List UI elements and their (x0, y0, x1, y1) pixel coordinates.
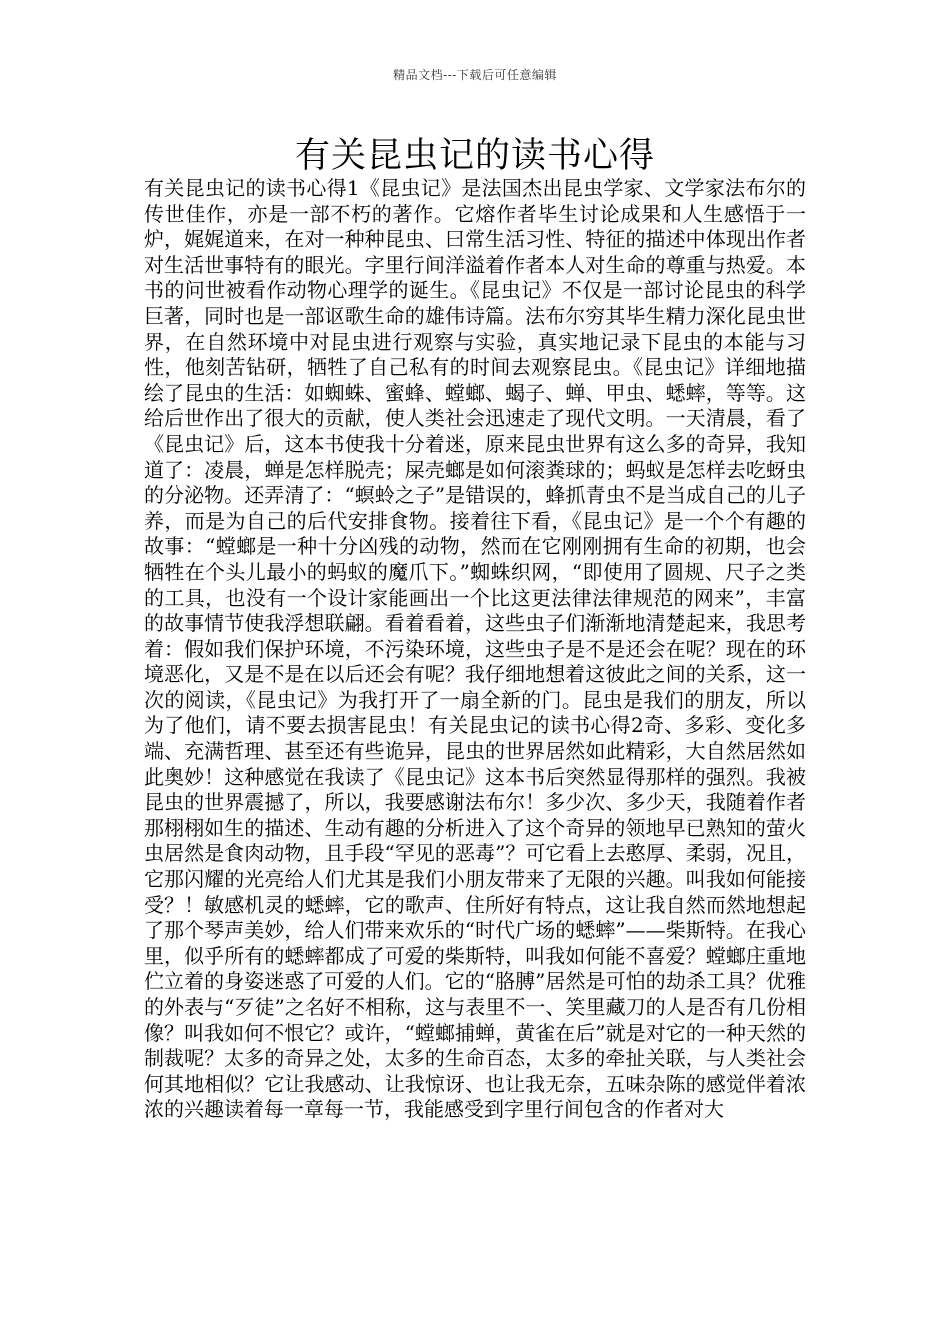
page-header: 精品文档---下载后可任意编辑 (393, 68, 557, 82)
document-body: 有关昆虫记的读书心得1《昆虫记》是法国杰出昆虫学家、文学家法布尔的传世佳作，亦是一部不朽的著作。它熔作者毕生讨论成果和人生感悟于一炉，娓娓道来，在对一种种昆虫、曰常生活习性、特征的描述中体现出作者对生活世事特有的眼光。字里行间洋溢着作者本人对生命的尊重与热爱。本书的问世被看作动物心理学的诞生。《昆虫记》不仅是一部讨论昆虫的科学巨著，同时也是一部讴歌生命的雄伟诗篇。法布尔穷其毕生精力深化昆虫世界，在自然环境中对昆虫进行观察与实验，真实地记录下昆虫的本能与习性，他刻苦钻研，牺牲了自己私有的时间去观察昆虫。《昆虫记》详细地描绘了昆虫的生活：如蜘蛛、蜜蜂、螳螂、蝎子、蝉、甲虫、蟋蟀，等等。这给后世作出了很大的贡献，使人类社会迅速走了现代文明。一天清晨，看了《昆虫记》后，这本书使我十分着迷，原来昆虫世界有这么多的奇异，我知道了：凌晨，蝉是怎样脱壳；屎壳螂是如何滚粪球的；蚂蚁是怎样去吃蚜虫的分泌物。还弄清了：“螟蛉之子”是错误的，蜂抓青虫不是当成自己的儿子养，而是为自己的后代安排食物。接着往下看，《昆虫记》是一个个有趣的故事：“螳螂是一种十分凶残的动物，然而在它刚刚拥有生命的初期，也会牺牲在个头儿最小的蚂蚁的魔爪下。”蜘蛛织网，“即使用了圆规、尺子之类的工具，也没有一个设计家能画出一个比这更法律法律规范的网来”，丰富的故事情节使我浮想联翩。看着看着，这些虫子们渐渐地清楚起来，我思考着：假如我们保护环境，不污染环境，这些虫子是不是还会在呢？现在的环境恶化，又是不是在以后还会有呢？我仔细地想着这彼此之间的关系，这一次的阅读，《昆虫记》为我打开了一扇全新的门。昆虫是我们的朋友，所以为了他们，请不要去损害昆虫！有关昆虫记的读书心得2奇、多彩、变化多端、充满哲理、甚至还有些诡异，昆虫的世界居然如此精彩，大自然居然如此奥妙！这种感觉在我读了《昆虫记》这本书后突然显得那样的强烈。我被昆虫的世界震撼了，所以，我要感谢法布尔！多少次、多少天，我随着作者那栩栩如生的描述、生动有趣的分析进入了这个奇异的领地早已熟知的萤火虫居然是食肉动物，且手段“罕见的恶毒”？可它看上去憨厚、柔弱，况且，它那闪耀的光亮给人们尤其是我们小朋友带来了无限的兴趣。叫我如何能接受？！敏感机灵的蟋蟀，它的歌声、住所好有特点，这让我自然而然地想起了那个琴声美妙，给人们带来欢乐的“时代广场的蟋蟀”——柴斯特。在我心里，似乎所有的蟋蟀都成了可爱的柴斯特，叫我如何能不喜爱？螳螂庄重地伫立着的身姿迷惑了可爱的人们。它的“胳膊”居然是可怕的劫杀工具？优雅的外表与“歹徒”之名好不相称，这与表里不一、笑里藏刀的人是否有几份相像？叫我如何不恨它？或许，“螳螂捕蝉，黄雀在后”就是对它的一种天然的制裁呢？太多的奇异之处，太多的生命百态，太多的牵扯关联，与人类社会何其地相似？它让我感动、让我惊讶、也让我无奈，五味杂陈的感觉伴着浓浓的兴趣读着每一章每一节，我能感受到字里行间包含的作者对大 (144, 176, 806, 1122)
document-title: 有关昆虫记的读书心得 (294, 136, 655, 176)
